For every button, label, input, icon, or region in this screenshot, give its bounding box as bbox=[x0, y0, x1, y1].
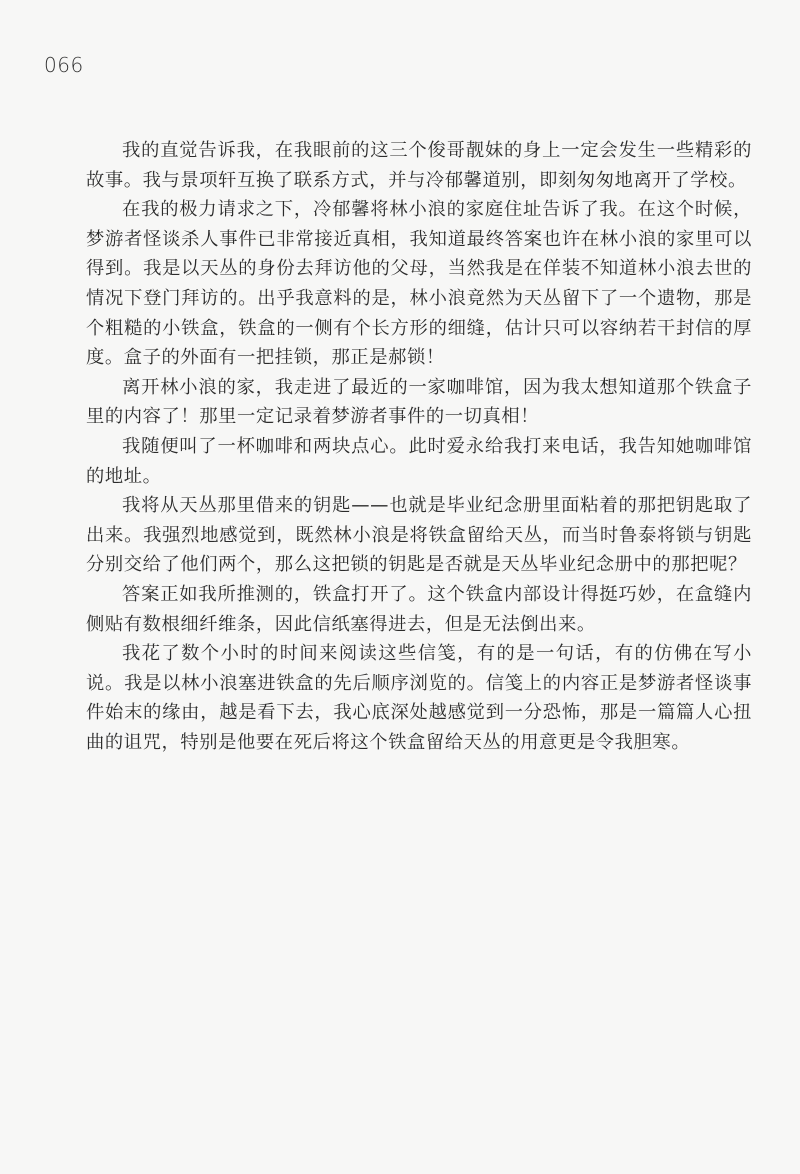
paragraph-5: 我将从天丛那里借来的钥匙——也就是毕业纪念册里面粘着的那把钥匙取了出来。我强烈地感觉到，既然林小浪是将铁盒留给天丛，而当时鲁泰将锁与钥匙分别交给了他们两个，那么这把锁的钥匙是否就是天丛毕业纪念册中的那把呢？ bbox=[86, 495, 752, 576]
body-text bbox=[86, 136, 752, 757]
paragraph-1: 我的直觉告诉我，在我眼前的这三个俊哥靓妹的身上一定会发生一些精彩的故事。我与景项轩互换了联系方式，并与冷郁馨道别，即刻匆匆地离开了学校。 bbox=[86, 140, 752, 191]
page-number: 066 bbox=[44, 53, 84, 77]
paragraph-2: 在我的极力请求之下，冷郁馨将林小浪的家庭住址告诉了我。在这个时候，梦游者怪谈杀人事件已非常接近真相，我知道最终答案也许在林小浪的家里可以得到。我是以天丛的身份去拜访他的父母，当然我是在佯装不知道林小浪去世的情况下登门拜访的。出乎我意料的是，林小浪竟然为天丛留下了一个遗物，那是个粗糙的小铁盒，铁盒的一侧有个长方形的细缝，估计只可以容纳若干封信的厚度。盒子的外面有一把挂锁，那正是郝锁！ bbox=[86, 199, 752, 369]
paragraph-3: 离开林小浪的家，我走进了最近的一家咖啡馆，因为我太想知道那个铁盒子里的内容了！那里一定记录着梦游者事件的一切真相！ bbox=[86, 376, 752, 428]
paragraph-6: 答案正如我所推测的，铁盒打开了。这个铁盒内部设计得挺巧妙，在盒缝内侧贴有数根细纤维条，因此信纸塞得进去，但是无法倒出来。 bbox=[86, 583, 752, 635]
paragraph-7: 我花了数个小时的时间来阅读这些信笺，有的是一句话，有的仿佛在写小说。我是以林小浪塞进铁盒的先后顺序浏览的。信笺上的内容正是梦游者怪谈事件始末的缘由，越是看下去，我心底深处越感觉到一分恐怖，那是一篇篇人心扭曲的诅咒，特别是他要在死后将这个铁盒留给天丛的用意更是令我胆寒。 bbox=[86, 643, 752, 753]
paragraph-4: 我随便叫了一杯咖啡和两块点心。此时爱永给我打来电话，我告知她咖啡馆的地址。 bbox=[86, 435, 752, 487]
